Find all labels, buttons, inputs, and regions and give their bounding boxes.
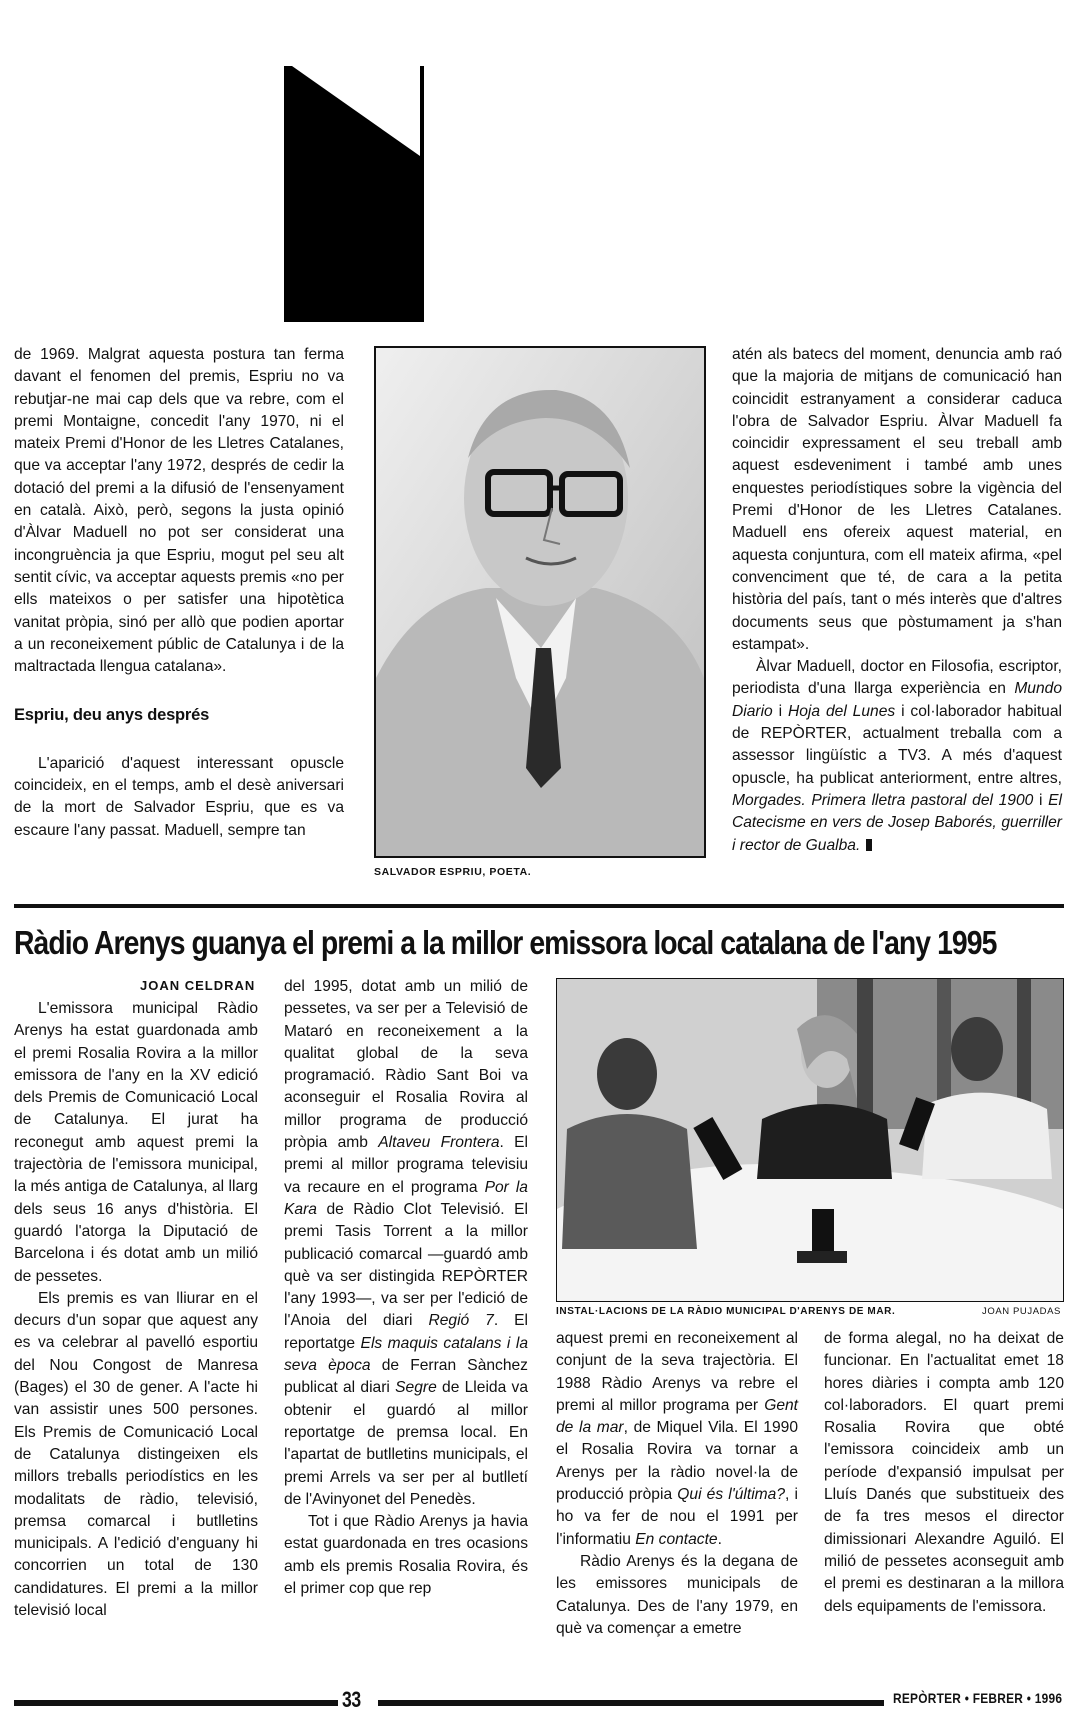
portrait-caption: SALVADOR ESPRIU, POETA.: [374, 866, 532, 878]
publication-footer: REPÒRTER • FEBRER • 1996: [893, 1690, 1063, 1706]
top-article-paragraph: de 1969. Malgrat aquesta postura tan ferma davant el fenomen del premis, Espriu no va rebutjar-ne mai cap dels que va rebre, com el premi Montaigne, concedit l'any 1970, ni el mateix Premi d'Honor de les Lletres Catalanes, que va acceptar l'any 1972, després de cedir la dotació del premi a la difusió de l'ensenyament en català. Això, però, segons la justa opinió d'Àlvar Maduell no pot ser considerat una incongruència ja que Espriu, mogut pel seu alt sentit cívic, va acceptar aquests premis «no per ells mateixos o per satisfer una hipotètica vanitat pròpia, sinó per allò que podien aportar a un reconeixement públic de Catalunya i de la maltractada llengua catalana».: [14, 346, 344, 676]
bottom-article-paragraph: Tot i que Ràdio Arenys ja havia estat guardonada en tres ocasions amb els premis Rosalia Rovira, és el primer cop que rep: [284, 1513, 528, 1598]
footer-rule-right: [378, 1700, 884, 1706]
bottom-article-paragraph: Els premis es van lliurar en el decurs d'un sopar que aquest any es va celebrar al pavelló esportiu del Nou Congost de Manresa (Bages) el 30 de gener. A l'acte hi van assistir unes 500 persones. Els Premis de Comunicació Local de Catalunya distingeixen els millors treballs periodístics en les modalitats de ràdio, televisió, premsa comarcal i butlletins municipals. A l'edició d'enguany hi concorrien un total de 130 candidatures. El premi a la millor televisió local: [14, 1289, 258, 1620]
photo-credit: JOAN PUJADAS: [982, 1306, 1061, 1317]
end-of-article-mark: [866, 839, 872, 851]
top-article-paragraph: Àlvar Maduell, doctor en Filosofia, escriptor, periodista d'una llarga experiència en Mundo Diario i Hoja del Lunes i col·laborador habitual de REPÒRTER, actualment treballa com a assessor lingüístic a TV3. A més d'aquest opuscle, ha publicat anteriorment, entre altres, Morgades. Primera lletra pastoral del 1900 i El Catecisme en vers de Josep Baborés, guerriller i rector de Gualba.: [732, 658, 1062, 854]
article-headline: Ràdio Arenys guanya el premi a la millor emissora local catalana de l'any 1995: [14, 924, 997, 961]
decorative-black-block: [284, 66, 424, 322]
bottom-article-column-1: [14, 998, 258, 1622]
portrait-illustration: [376, 348, 704, 856]
section-subhead: Espriu, deu anys després: [14, 706, 210, 725]
bottom-article-paragraph: de forma alegal, no ha deixat de funcionar. En l'actualitat emet 18 hores diàries i compta amb 120 col·laboradors. El quart premi Rosalia Rovira que obté l'emissora coincideix amb un període d'expansió impulsat per Lluís Danés que substitueix des de fa tres mesos el director dimissionari Alexandre Aguiló. El milió de pessetes aconseguit amb el premi es destinaran a la millora dels equipaments de l'emissora.: [824, 1330, 1064, 1615]
bottom-article-column-2: [284, 976, 528, 1600]
bottom-article-paragraph: del 1995, dotat amb un milió de pessetes, va ser per a Televisió de Mataró en reconeixement a la qualitat global de la seva programació. Ràdio Sant Boi va aconseguir el Rosalia Rovira al millor programa de producció pròpia amb Altaveu Frontera. El premi al millor programa televisiu va recaure en el programa Por la Kara de Ràdio Clot Televisió. El premi Tasis Torrent a la millor publicació comarcal —guardó amb què va ser distingida REPÒRTER l'any 1993—, va ser per l'edició de l'Anoia del diari Regió 7. El reportatge Els maquis catalans i la seva època de Ferran Sànchez publicat al diari Segre de Lleida va obtenir el guardó al millor reportatge de premsa local. En l'apartat de butlletins municipals, el premi Arrels va ser per al butlletí de l'Avinyonet del Penedès.: [284, 978, 529, 1508]
page-number: 33: [342, 1687, 361, 1712]
footer-rule-left: [14, 1700, 338, 1706]
portrait-photo: [374, 346, 706, 858]
bottom-article-paragraph: aquest premi en reconeixement al conjunt de la seva trajectòria. El 1988 Ràdio Arenys va rebre el premi al millor programa per Gent de la mar, de Miquel Vila. El 1990 el Rosalia Rovira va tornar a Arenys per la ràdio novel·la de producció pròpia Qui és l'última?, i ho va fer de nou el 1991 per l'informatiu En contacte.: [556, 1330, 798, 1548]
bottom-article-paragraph: Ràdio Arenys és la degana de les emissores municipals de Catalunya. Des de l'any 1979, en què va començar a emetre: [556, 1552, 798, 1637]
byline: JOAN CELDRAN: [140, 978, 256, 993]
bottom-article-paragraph: L'emissora municipal Ràdio Arenys ha estat guardonada amb el premi Rosalia Rovira a la millor emissora de l'any en la XV edició dels Premis de Comunicació Local de Catalunya. El jurat ha reconegut amb aquest premi la trajectòria de l'emissora municipal, la més antiga de Catalunya, al llarg dels seus 16 anys d'història. El guardó l'atorga la Diputació de Barcelona i és dotat amb un milió de pessetes.: [14, 1000, 258, 1285]
radio-studio-illustration: [557, 979, 1063, 1301]
top-article-paragraph: atén als batecs del moment, denuncia amb raó que la majoria de mitjans de comunicació han coincidit estranyament a considerar caduca l'obra de Salvador Espriu. Àlvar Maduell fa coincidir expressament el seu treball amb aquest esdeveniment i també amb unes enquestes periodístiques sobre la vigència del Premi d'Honor de les Lletres Catalanes. Maduell ens ofereix aquest material, en aquesta conjuntura, com ell mateix afirma, «pel convenciment que té, de cara a la petita història del país, tant o més interès que d'altres documents seus que pòstumament ja s'han estampat».: [732, 346, 1062, 653]
top-article-column-3: [732, 344, 1062, 857]
radio-photo-caption: INSTAL·LACIONS DE LA RÀDIO MUNICIPAL D'ARENYS DE MAR.: [556, 1306, 896, 1317]
top-article-paragraph: L'aparició d'aquest interessant opuscle coincideix, en el temps, amb el desè aniversari de la mort de Salvador Espriu, que es va escaure l'any passat. Maduell, sempre tan: [14, 754, 344, 839]
top-article-column-1: [14, 344, 344, 842]
bottom-article-column-4: [824, 1328, 1064, 1618]
radio-studio-photo: [556, 978, 1064, 1302]
section-divider: [14, 904, 1064, 908]
bottom-article-column-3: [556, 1328, 798, 1640]
